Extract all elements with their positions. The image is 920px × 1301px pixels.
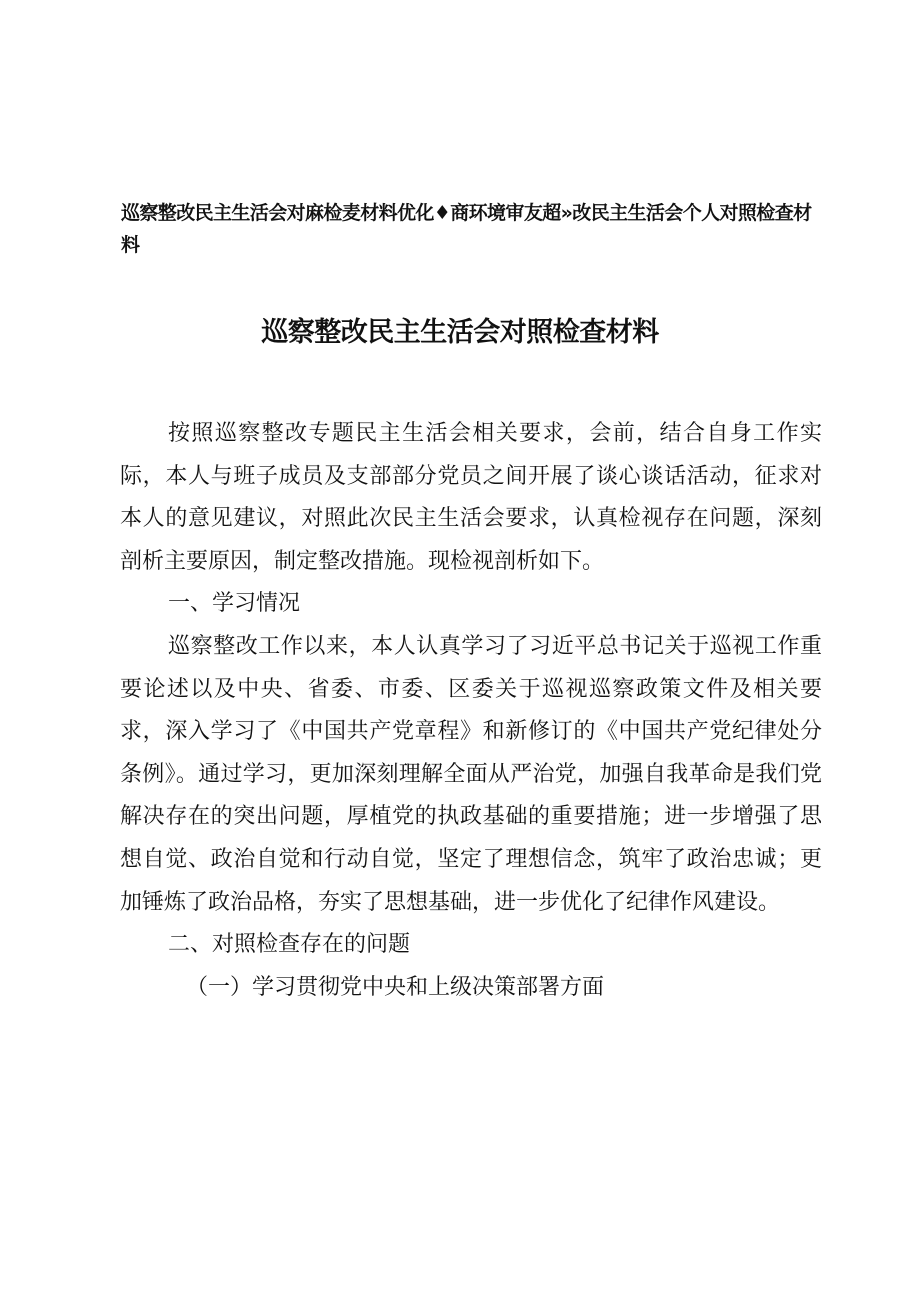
document-header: 巡察整改民主生活会对麻检麦材料优化♦商环境审友超»改民主生活会个人对照检查材料 [121, 202, 812, 256]
section-heading-problems: 二、对照检查存在的问题 [168, 932, 411, 958]
intro-paragraph: 按照巡察整改专题民主生活会相关要求，会前，结合自身工作实际，本人与班子成员及支部部分党员之间开展了谈心谈话活动，征求对本人的意见建议，对照此次民主生活会要求，认真检视存在问题，深刻剖析主要原因，制定整改措施。现检视剖析如下。 [120, 421, 822, 574]
document-title: 巡察整改民主生活会对照检查材料 [261, 317, 659, 348]
section-heading-study: 一、学习情况 [168, 591, 301, 617]
study-paragraph: 巡察整改工作以来，本人认真学习了习近平总书记关于巡视工作重要论述以及中央、省委、市委、区委关于巡视巡察政策文件及相关要求，深入学习了《中国共产党章程》和新修订的《中国共产党纪律处分条例》。通过学习，更加深刻理解全面从严治党，加强自我革命是我们党解决存在的突出问题，厚植党的执政基础的重要措施；进一步增强了思想自觉、政治自觉和行动自觉，坚定了理想信念，筑牢了政治忠诚；更加锤炼了政治品格，夯实了思想基础，进一步优化了纪律作风建设。 [120, 633, 822, 915]
subsection-heading-decisions: （一）学习贯彻党中央和上级决策部署方面 [186, 974, 605, 1000]
document-body [120, 413, 822, 1009]
